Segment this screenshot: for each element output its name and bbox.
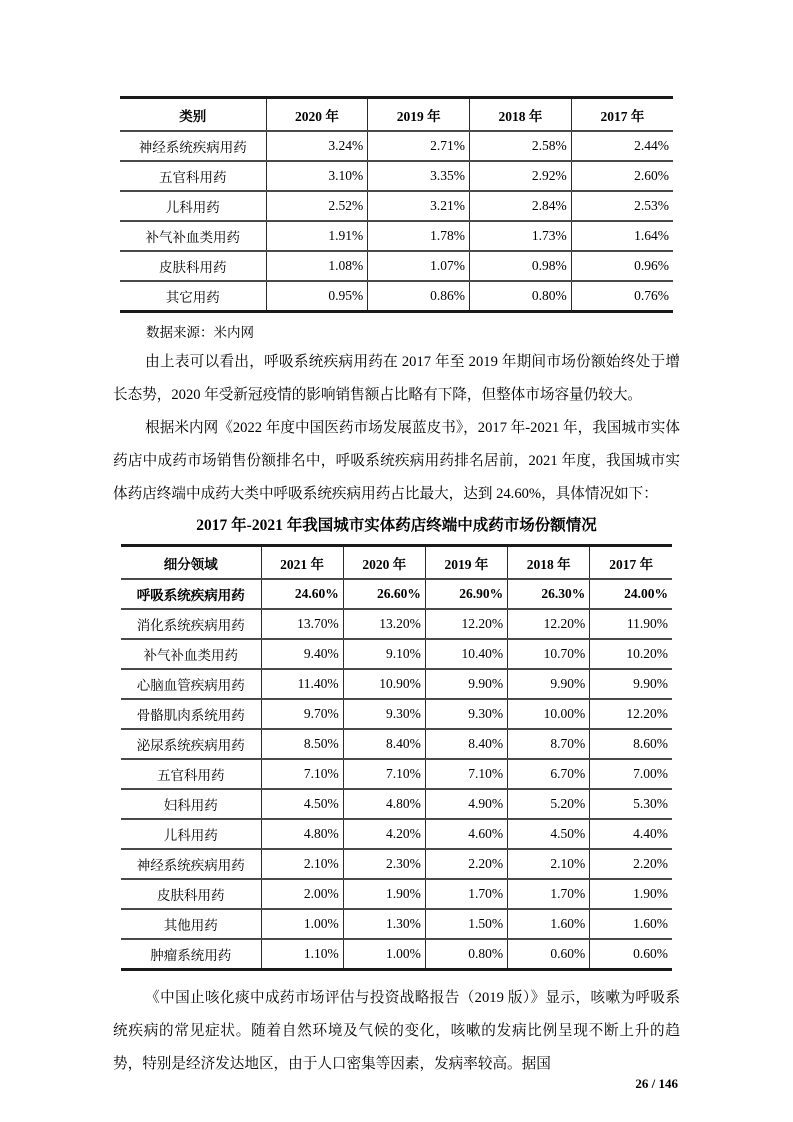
row-label-cell: 妇科用药 [121, 789, 261, 819]
value-cell: 6.70% [508, 759, 590, 789]
page-number: 26 / 146 [635, 1076, 678, 1091]
value-cell: 0.80% [425, 939, 507, 970]
header-cell: 2017 年 [600, 109, 645, 124]
table-row [121, 849, 672, 879]
value-cell: 13.70% [261, 609, 343, 639]
table-row [121, 879, 672, 909]
value-cell: 0.80% [470, 281, 572, 312]
value-cell: 1.64% [571, 221, 673, 251]
market-share-table-by-category [120, 96, 673, 313]
value-cell: 10.40% [425, 639, 507, 669]
value-cell: 7.10% [343, 759, 425, 789]
value-cell: 1.60% [508, 909, 590, 939]
value-cell: 10.00% [508, 699, 590, 729]
value-cell: 12.20% [425, 609, 507, 639]
value-cell: 26.90% [425, 579, 507, 609]
header-cell: 2020 年 [343, 546, 425, 580]
row-label-cell: 骨骼肌肉系统用药 [121, 699, 261, 729]
paragraph-cough-report: 《中国止咳化痰中成药市场评估与投资战略报告（2019 版）》显示，咳嗽为呼吸系统疾病的常见症状。随着自然环境及气候的变化，咳嗽的发病比例呈现不断上升的趋势，特别是经济发达地区，由于人口密集等因素，发病率较高。据国 [113, 990, 680, 1072]
value-cell: 0.96% [571, 251, 673, 281]
value-cell: 3.24% [266, 131, 368, 161]
paragraph-blue-book: 根据米内网《2022 年度中国医药市场发展蓝皮书》，2017 年-2021 年，我国城市实体药店中成药市场销售份额排名中，呼吸系统疾病用药排名居前，2021 年度，我国城市实体药店终端中成药大类中呼吸系统疾病用药占比最大，达到 24.60%，具体情况如下： [113, 420, 680, 502]
value-cell: 2.10% [261, 849, 343, 879]
header-cell: 2017 年 [609, 557, 654, 572]
value-cell: 24.00% [590, 579, 672, 609]
value-cell: 9.90% [508, 669, 590, 699]
row-label-cell: 泌尿系统疾病用药 [121, 729, 261, 759]
value-cell: 1.90% [343, 879, 425, 909]
value-cell: 9.30% [343, 699, 425, 729]
value-cell: 13.20% [343, 609, 425, 639]
row-label-cell: 皮肤科用药 [120, 251, 266, 281]
table-row [121, 909, 672, 939]
row-label-cell: 呼吸系统疾病用药 [121, 579, 261, 609]
value-cell: 10.70% [508, 639, 590, 669]
value-cell: 4.60% [425, 819, 507, 849]
page-content [113, 0, 680, 1092]
value-cell: 0.95% [266, 281, 368, 312]
value-cell: 2.00% [261, 879, 343, 909]
row-label-cell: 其他用药 [121, 909, 261, 939]
header-cell: 2019 年 [368, 98, 470, 132]
value-cell: 5.30% [590, 789, 672, 819]
value-cell: 2.52% [266, 191, 368, 221]
row-label-cell: 皮肤科用药 [121, 879, 261, 909]
value-cell: 26.60% [343, 579, 425, 609]
table-row [120, 281, 673, 312]
table-row [120, 191, 673, 221]
row-label-cell: 其它用药 [120, 281, 266, 312]
value-cell: 5.20% [508, 789, 590, 819]
row-label-cell: 神经系统疾病用药 [121, 849, 261, 879]
table-row [121, 819, 672, 849]
value-cell: 2.20% [425, 849, 507, 879]
value-cell: 8.50% [261, 729, 343, 759]
row-label-cell: 补气补血类用药 [121, 639, 261, 669]
value-cell: 0.76% [571, 281, 673, 312]
value-cell: 1.60% [590, 909, 672, 939]
value-cell: 1.73% [470, 221, 572, 251]
value-cell: 2.60% [571, 161, 673, 191]
value-cell: 2.58% [470, 131, 572, 161]
value-cell: 26.30% [508, 579, 590, 609]
top-margin [113, 0, 680, 96]
header-cell: 2018 年 [508, 546, 590, 580]
value-cell: 2.20% [590, 849, 672, 879]
value-cell: 10.90% [343, 669, 425, 699]
value-cell: 8.60% [590, 729, 672, 759]
value-cell: 1.30% [343, 909, 425, 939]
value-cell: 1.70% [508, 879, 590, 909]
value-cell: 9.10% [343, 639, 425, 669]
value-cell: 8.40% [425, 729, 507, 759]
table-row [121, 579, 672, 609]
paragraph-market-trend: 由上表可以看出，呼吸系统疾病用药在 2017 年至 2019 年期间市场份额始终处于增长态势，2020 年受新冠疫情的影响销售额占比略有下降，但整体市场容量仍较大。 [113, 354, 680, 403]
row-label-cell: 消化系统疾病用药 [121, 609, 261, 639]
value-cell: 1.91% [266, 221, 368, 251]
value-cell: 1.10% [261, 939, 343, 970]
value-cell: 7.00% [590, 759, 672, 789]
table-row [121, 609, 672, 639]
value-cell: 4.50% [508, 819, 590, 849]
value-cell: 8.70% [508, 729, 590, 759]
value-cell: 9.70% [261, 699, 343, 729]
value-cell: 1.00% [261, 909, 343, 939]
value-cell: 4.20% [343, 819, 425, 849]
value-cell: 3.21% [368, 191, 470, 221]
value-cell: 3.35% [368, 161, 470, 191]
header-cell: 2020 年 [266, 98, 368, 132]
value-cell: 9.90% [425, 669, 507, 699]
table-row [120, 131, 673, 161]
value-cell: 1.90% [590, 879, 672, 909]
table-row [121, 699, 672, 729]
value-cell: 8.40% [343, 729, 425, 759]
table-row [120, 251, 673, 281]
header-cell: 细分领域 [121, 546, 261, 580]
table-row [120, 221, 673, 251]
value-cell: 0.60% [590, 939, 672, 970]
table-row [120, 161, 673, 191]
value-cell: 9.90% [590, 669, 672, 699]
value-cell: 24.60% [261, 579, 343, 609]
value-cell: 10.20% [590, 639, 672, 669]
value-cell: 11.90% [590, 609, 672, 639]
table-row [121, 759, 672, 789]
value-cell: 4.90% [425, 789, 507, 819]
value-cell: 7.10% [425, 759, 507, 789]
row-label-cell: 儿科用药 [121, 819, 261, 849]
value-cell: 1.08% [266, 251, 368, 281]
table-header-row [121, 546, 672, 580]
value-cell: 1.00% [343, 939, 425, 970]
value-cell: 4.80% [343, 789, 425, 819]
table-header-row [120, 98, 673, 132]
header-cell: 2021 年 [261, 546, 343, 580]
value-cell: 7.10% [261, 759, 343, 789]
value-cell: 12.20% [508, 609, 590, 639]
value-cell: 2.92% [470, 161, 572, 191]
value-cell: 0.60% [508, 939, 590, 970]
value-cell: 2.30% [343, 849, 425, 879]
value-cell: 3.10% [266, 161, 368, 191]
value-cell: 0.98% [470, 251, 572, 281]
value-cell: 9.30% [425, 699, 507, 729]
value-cell: 1.78% [368, 221, 470, 251]
value-cell: 2.84% [470, 191, 572, 221]
table-row [121, 639, 672, 669]
value-cell: 2.10% [508, 849, 590, 879]
row-label-cell: 肿瘤系统用药 [121, 939, 261, 970]
value-cell: 0.86% [368, 281, 470, 312]
value-cell: 2.44% [571, 131, 673, 161]
header-cell: 类别 [120, 98, 266, 132]
header-cell: 2018 年 [470, 98, 572, 132]
value-cell: 2.71% [368, 131, 470, 161]
row-label-cell: 心脑血管疾病用药 [121, 669, 261, 699]
table1-source-note: 数据来源：米内网 [146, 325, 254, 340]
value-cell: 12.20% [590, 699, 672, 729]
value-cell: 11.40% [261, 669, 343, 699]
value-cell: 1.70% [425, 879, 507, 909]
value-cell: 4.80% [261, 819, 343, 849]
value-cell: 1.07% [368, 251, 470, 281]
value-cell: 9.40% [261, 639, 343, 669]
pharmacy-terminal-market-share-table [121, 544, 672, 971]
value-cell: 2.53% [571, 191, 673, 221]
value-cell: 4.50% [261, 789, 343, 819]
table-row [121, 789, 672, 819]
row-label-cell: 儿科用药 [120, 191, 266, 221]
header-cell: 2019 年 [425, 546, 507, 580]
table2-title: 2017 年-2021 年我国城市实体药店终端中成药市场份额情况 [196, 517, 597, 534]
value-cell: 4.40% [590, 819, 672, 849]
row-label-cell: 五官科用药 [121, 759, 261, 789]
table-row [121, 939, 672, 970]
row-label-cell: 补气补血类用药 [120, 221, 266, 251]
table-row [121, 669, 672, 699]
table-row [121, 729, 672, 759]
row-label-cell: 神经系统疾病用药 [120, 131, 266, 161]
value-cell: 1.50% [425, 909, 507, 939]
row-label-cell: 五官科用药 [120, 161, 266, 191]
